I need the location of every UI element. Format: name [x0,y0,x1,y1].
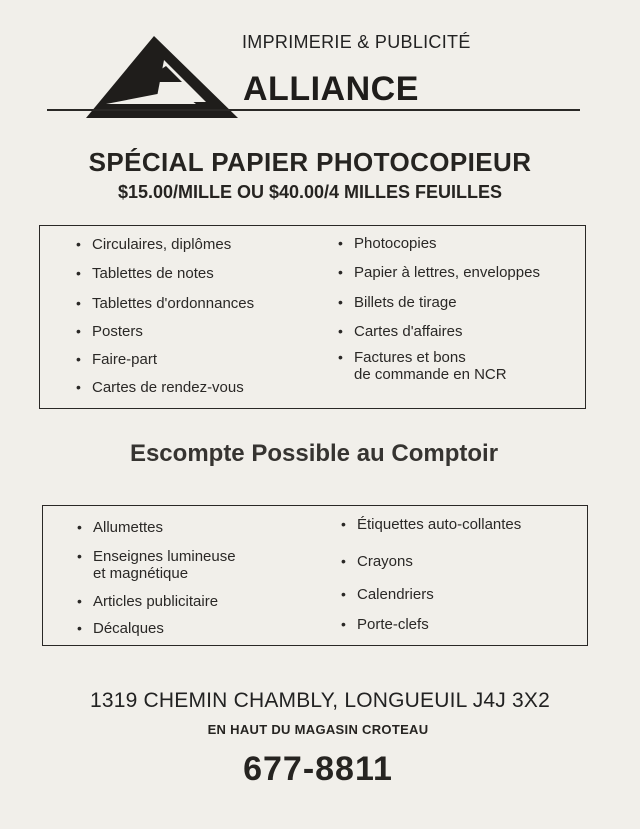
discount-item: • Décalques [77,620,164,637]
promo-title: SPÉCIAL PAPIER PHOTOCOPIEUR [88,147,532,177]
discount-item: • Calendriers [341,586,434,603]
discount-item: • Allumettes [77,519,163,536]
services-box [39,225,586,409]
discount-title: Escompte Possible au Comptoir [129,440,499,467]
service-item: • Photocopies [338,235,437,252]
service-item: • Cartes d'affaires [338,323,462,340]
service-item: • Papier à lettres, enveloppes [338,264,540,281]
discount-item: • Articles publicitaire [77,593,218,610]
service-item: • Billets de tirage [338,294,457,311]
service-item: • Circulaires, diplômes [76,236,231,253]
phone-number: 677-8811 [243,750,393,788]
address: 1319 CHEMIN CHAMBLY, LONGUEUIL J4J 3X2 [89,689,551,712]
location-note: EN HAUT DU MAGASIN CROTEAU [207,722,429,737]
company-subtitle: IMPRIMERIE & PUBLICITÉ [242,32,471,52]
alliance-logo-icon [86,36,238,118]
discount-item: • Porte-clefs [341,616,429,633]
header-divider [47,109,580,111]
company-name: ALLIANCE [243,70,419,108]
service-item: • Tablettes d'ordonnances [76,295,254,312]
service-item: • Tablettes de notes [76,265,214,282]
service-item: • Cartes de rendez-vous [76,379,244,396]
discount-item: • Étiquettes auto-collantes [341,516,521,533]
service-item: • Faire-part [76,351,157,368]
service-item: • Posters [76,323,143,340]
service-item: • Factures et bons de commande en NCR [338,349,507,383]
discount-box [42,505,588,646]
promo-price: $15.00/MILLE OU $40.00/4 MILLES FEUILLES [117,182,503,202]
discount-item: • Enseignes lumineuse et magnétique [77,548,236,582]
discount-item: • Crayons [341,553,413,570]
